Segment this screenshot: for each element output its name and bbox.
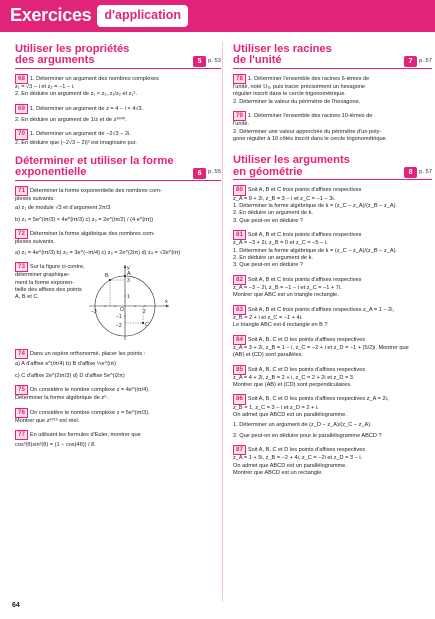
exercise-text: 2. En déduire un argument de k.: [233, 210, 313, 217]
section-heading: [15, 44, 221, 69]
label-x: x: [165, 299, 168, 305]
exercise-text: 2. Déterminer la valeur du périmètre de l'hexagone.: [233, 98, 361, 105]
exercise-text: 1. Déterminer la forme algébrique de k = (z_C − z_A)/(z_B − z_A).: [233, 202, 397, 209]
tick-3: 3: [127, 278, 130, 284]
exercise-text: On admet que ABCD est un parallélogramme.: [233, 462, 347, 469]
page-ref: p. 55: [208, 169, 221, 176]
exercise-text: z_A = 1 + 5i, z_B = −2 + 4i, z_C = −2i et z_D = 3 − i.: [233, 455, 363, 462]
exercise-text: a) z₁ de module √3 et d'argument 2π/3: [15, 205, 111, 212]
exercise-text: b) z₂ = 5e^(iπ/3) × 4e^(iπ/3) c) z₃ = 2e^(iπ/2) / (4 e^(iπ)): [15, 216, 154, 223]
exercise-86: [233, 394, 432, 440]
exercise-number: 69: [15, 104, 28, 114]
exercise-text: Déterminer la forme exponentielle des nombres com-: [29, 187, 162, 194]
exercise-number: 87: [233, 445, 246, 455]
exercise-number: 86: [233, 394, 246, 404]
exercise-text: z_A = −3 + 2i, z_B = 0 et z_C = −5 − i.: [233, 240, 328, 247]
exercise-text: On considère le nombre complexe z = 5e^(iπ/3).: [29, 409, 150, 416]
page-header: [0, 0, 435, 32]
exercise-68: [15, 74, 221, 99]
exercise-83: [233, 305, 432, 330]
exercise-text: On considère le nombre complexe z = 4e^(iπ/4).: [29, 386, 150, 393]
exercise-text: z_B = 1, z_C = 3 − i et z_D = 2 + i.: [233, 404, 319, 411]
section-title: Déterminer et utiliser la forme exponentielle: [15, 154, 174, 179]
label-A: A: [127, 271, 131, 277]
exercise-text: plexes suivants.: [15, 195, 55, 202]
section-title: Utiliser les propriétés des arguments: [15, 43, 130, 67]
tick-neg1: −1: [116, 314, 122, 320]
page-ref: p. 53: [208, 57, 221, 64]
exercise-73: [15, 262, 221, 344]
exercise-text: 1. Déterminer un argument de z = 4 − i × 4√3.: [29, 105, 144, 112]
exercise-text: A, B et C.: [15, 294, 39, 301]
exercise-text: Montrer que z²⁰¹⁹ est réel.: [15, 417, 80, 424]
exercise-number: 78: [233, 74, 246, 84]
tick-neg3: −3: [91, 309, 97, 315]
section-title: Utiliser les arguments en géométrie: [233, 154, 350, 178]
exercise-text: 1. Déterminer l'ensemble des racines 6-ièmes de: [247, 75, 370, 82]
section-heading: [233, 155, 432, 180]
section-title: Utiliser les racines de l'unité: [233, 43, 332, 67]
lesson-badge: 6: [193, 168, 206, 179]
exercise-number: 80: [233, 185, 246, 195]
page-number: 64: [12, 602, 20, 609]
exercise-78: [233, 74, 432, 106]
exercise-text: Montrer que ABC est un triangle rectangle.: [233, 292, 339, 299]
tick-1: 1: [127, 294, 130, 300]
exercise-text: tielle des affixes des points: [15, 286, 82, 293]
lesson-badge: 5: [193, 56, 206, 67]
exercise-82: [233, 275, 432, 300]
exercise-text: l'unité, noté 𝕌₆, puis tracer précisément un hexagone: [233, 84, 366, 91]
exercise-text: 2. Déterminer une valeur approchée du périmètre d'un poly-: [233, 128, 382, 135]
page-ref: p. 57: [419, 57, 432, 64]
exercise-number: 70: [15, 129, 28, 139]
exercise-text: 2. En déduire que (−2√3 − 2i)³ est imaginaire pur.: [15, 139, 137, 146]
exercise-text: Dans un repère orthonormé, placer les points :: [29, 351, 146, 357]
exercise-number: 75: [15, 385, 28, 395]
exercise-text: Déterminer la forme algébrique des nombres com-: [29, 231, 155, 238]
exercise-number: 73: [15, 262, 28, 272]
exercise-number: 74: [15, 349, 28, 359]
exercise-text: régulier inscrit dans le cercle trigonométrique.: [233, 91, 346, 98]
exercise-text: 2. En déduire un argument de 1/z et de z¹⁰⁰⁰.: [15, 116, 127, 123]
exercise-text: 2. En déduire un argument de k.: [233, 254, 313, 261]
label-B: B: [105, 273, 109, 279]
exercise-84: [233, 335, 432, 360]
exercise-text: Soit A, B, C et D les points d'affixes respectives z_A = 2i,: [247, 396, 389, 403]
exercise-text: z₁ = √3 − i et z₂ = −1 − i.: [15, 84, 75, 91]
header-pill: d'application: [97, 5, 188, 27]
exercise-text: 3. Que peut-on en déduire ?: [233, 217, 303, 224]
exercise-text: Soit A, B et C trois points d'affixes respectives z_A = 1 − 2i,: [247, 306, 395, 313]
exercise-text: On admet que ABCD est un parallélogramme.: [233, 412, 347, 418]
exercise-number: 85: [233, 365, 246, 375]
tick-neg2: −2: [116, 323, 122, 329]
exercise-text: 3. Que peut-on en déduire ?: [233, 262, 303, 269]
exercise-text: 2. En déduire un argument de z₁ × z₂, z₁/z₂ et z₁⁵.: [15, 91, 138, 98]
exercise-text: ment la forme exponen-: [15, 279, 75, 286]
exercise-87: [233, 445, 432, 477]
section-ref: [404, 167, 432, 178]
exercise-text: Soit A, B et C trois points d'affixes respectives: [247, 232, 362, 238]
exercise-text: gone régulier à 10 côtés inscrit dans le cercle trigonométrique.: [233, 136, 388, 143]
exercise-number: 82: [233, 275, 246, 285]
exercise-text: 1. Déterminer un argument de (z_D − z_A)/(z_C − z_A).: [233, 422, 372, 429]
exercise-text: z_A = 3 + 2i, z_B = 1 − i, z_C = −2 + i et z_D = −1 + (5/2)i. Montrer que: [233, 344, 409, 351]
exercise-number: 76: [15, 408, 28, 418]
exercise-text: z_B = 2 + i et z_C = −1 + 4i.: [233, 314, 303, 321]
exercise-text: cos²(θ)sin²(θ) = (1 − cos(4θ)) / 8.: [15, 442, 96, 449]
point-C: [142, 322, 144, 324]
exercise-75: [15, 385, 221, 403]
exercise-text: Sur la figure ci-contre,: [29, 264, 85, 270]
tick-2: 2: [143, 309, 146, 315]
exercise-text: Le triangle ABC est-il rectangle en B ?: [233, 322, 328, 329]
label-C: C: [145, 322, 149, 328]
page-ref: p. 57: [419, 168, 432, 175]
exercise-70: [15, 129, 221, 147]
exercise-text: Soit A, B et C trois points d'affixes respectives: [247, 276, 362, 283]
exercise-79: [233, 111, 432, 143]
exercise-text: 1. Déterminer un argument des nombres complexes: [29, 75, 159, 82]
exercise-text: Soit A, B, C et D les points d'affixes respectives: [247, 447, 366, 454]
exercise-text: z_A = 4 + 2i, z_B = 2 + i, z_C = 2 + 2i et z_D = 3.: [233, 374, 355, 381]
exercise-text: Soit A, B, C et D les points d'affixes respectives: [247, 366, 366, 373]
exercise-text: (AB) et (CD) sont parallèles.: [233, 352, 303, 359]
section-ref: [193, 56, 221, 67]
lesson-badge: 8: [404, 167, 417, 178]
exercise-text: En utilisant les formules d'Euler, montrer que: [29, 432, 141, 439]
exercise-number: 71: [15, 186, 28, 196]
exercise-85: [233, 365, 432, 390]
exercise-text: 1. Déterminer un argument de −2√3 − 2i.: [29, 131, 131, 138]
complex-plane-figure: [85, 262, 173, 342]
point-B: [109, 279, 111, 281]
label-O: O: [120, 307, 124, 313]
point-A: [124, 275, 126, 277]
exercise-number: 79: [233, 111, 246, 121]
exercise-number: 84: [233, 335, 246, 345]
section-ref: [404, 56, 432, 67]
exercise-text: Soit A, B, C et D les points d'affixes respectives: [247, 336, 366, 343]
exercise-text: a) A d'affixe e^(iπ/4) b) B d'affixe ½e^(iπ): [15, 361, 117, 368]
exercise-76: [15, 408, 221, 426]
exercise-text: l'unité.: [233, 121, 249, 128]
exercise-text: plexes suivants.: [15, 239, 55, 246]
exercise-69: [15, 104, 221, 125]
header-title: Exercices: [10, 5, 92, 26]
exercise-text: Montrer que ABCD est un rectangle.: [233, 470, 323, 477]
exercise-number: 77: [15, 430, 28, 440]
section-heading: [233, 44, 432, 69]
label-y: y: [127, 265, 130, 271]
exercise-text: déterminer graphique-: [15, 272, 71, 279]
right-column: [233, 42, 432, 482]
exercise-text: 1. Déterminer la forme algébrique de k = (z_C − z_A)/(z_B − z_A).: [233, 247, 397, 254]
exercise-81: [233, 230, 432, 270]
exercise-80: [233, 185, 432, 225]
exercise-text: z_A = 9 + 2i, z_B = 3 − i et z_C = −1 − 3i.: [233, 195, 336, 202]
exercise-text: c) C d'affixe 2e^(2iπ/3) d) D d'affixe 5e^(i2π): [15, 372, 125, 379]
left-column: [15, 42, 221, 482]
lesson-badge: 7: [404, 56, 417, 67]
exercise-77: [15, 430, 221, 450]
exercise-72: [15, 229, 221, 257]
section-ref: [193, 168, 221, 179]
exercise-74: [15, 349, 221, 380]
exercise-71: [15, 186, 221, 224]
exercise-text: Montrer que (AB) et (CD) sont perpendiculaires.: [233, 382, 352, 389]
exercise-text: 2. Que peut-on en déduire pour le parallélogramme ABCD ?: [233, 432, 382, 439]
exercise-number: 72: [15, 229, 28, 239]
exercise-number: 68: [15, 74, 28, 84]
exercise-text: Déterminer la forme algébrique de z⁶.: [15, 395, 109, 402]
exercise-text: Soit A, B et C trois points d'affixes respectives: [247, 187, 362, 194]
exercise-text: a) z₁ = 4e^(iπ/3) b) z₂ = 3e^(−iπ/4) c) z₃ = 2e^(2iπ) d) z₄ = √2e^(iπ): [15, 249, 181, 256]
exercise-text: z_A = −3 − 2i, z_B = −1 − i et z_C = −1 + 7i.: [233, 284, 342, 291]
exercise-number: 83: [233, 305, 246, 315]
section-heading: [15, 156, 221, 181]
exercise-number: 81: [233, 230, 246, 240]
exercise-text: 1. Déterminer l'ensemble des racines 10-ièmes de: [247, 113, 373, 120]
